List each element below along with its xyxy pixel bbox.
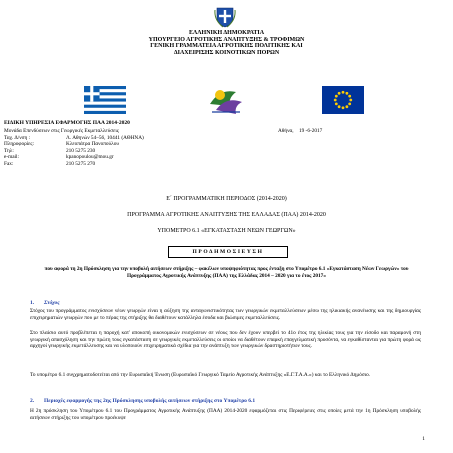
greek-flag-icon — [84, 86, 126, 114]
section-1-paragraph-1: Στόχος του προγράμματος ενισχύσεων νέων γεωργών είναι η αύξηση της ανταγωνιστικότητας των γεωργικών εκμεταλλεύσεων μέσω της ηλικιακής ανανέωσης και της δημιουργίας επιχειρηματιών γεωργών που με το πέρας της στήριξης θα διαθέτουν κατάλληλα έσοδα και βιώσιμες εκμεταλλεύσεις. — [30, 308, 421, 321]
section-1-paragraph-3: Το υπομέτρο 6.1 συγχρηματοδοτείται από την Ευρωπαϊκή Ένωση (Ευρωπαϊκό Γεωργικό Ταμείο Αγροτικής Ανάπτυξης «Ε.Γ.Τ.Α.Α.») και το Ελληνικό Δημόσιο. — [30, 372, 371, 378]
page-number: 1 — [422, 436, 425, 442]
contact-value: 210 5275 270 — [66, 160, 96, 167]
section-number: 2. — [30, 398, 35, 404]
contact-value: Λ. Αθηνών 54–56, 10441 (ΑΘΗΝΑ) — [66, 134, 144, 141]
document-date — [278, 128, 322, 134]
unit-line: Μονάδα Επενδύσεων στις Γεωργικές Εκμεταλλεύσεις — [4, 128, 119, 134]
header-line-1: ΕΛΛΗΝΙΚΗ ΔΗΜΟΚΡΑΤΙΑ — [188, 30, 265, 36]
header-line-2: ΥΠΟΥΡΓΕΙΟ ΑΓΡΟΤΙΚΗΣ ΑΝΑΠΤΥΞΗΣ & ΤΡΟΦΙΜΩΝ — [148, 36, 305, 43]
period-title: Ε΄ ΠΡΟΓΡΑΜΜΑΤΙΚΗ ΠΕΡΙΟΔΟΣ (2014-2020) — [166, 196, 287, 202]
date-place: Αθήνα, — [278, 128, 294, 134]
contact-label: e-mail: — [4, 154, 20, 160]
section-2-paragraph-1: Η 2η πρόσκληση του Υπομέτρου 6.1 του Προγράμματος Αγροτικής Ανάπτυξης (ΠΑΑ) 2014-2020 εφαρμόζεται στις Περιφέρειες στις οποίες μετά την 1η Πρόσκληση υποβολής αιτήσεων στήριξης του υπομέτρου προέκυψε — [30, 408, 421, 421]
contact-value: Κλεοπάτρα Πανοπούλου — [66, 141, 120, 147]
contact-email-link[interactable]: kpanopoulou@mou.gr — [66, 154, 114, 160]
contact-block — [4, 128, 144, 167]
contact-label: Τηλ: — [4, 147, 14, 154]
greek-coat-of-arms-icon — [214, 6, 236, 28]
contact-value: 210 5275 230 — [66, 147, 96, 154]
header-line-3: ΓΕΝΙΚΗ ΓΡΑΜΜΑΤΕΙΑ ΑΓΡΟΤΙΚΗΣ ΠΟΛΙΤΙΚΗΣ ΚΑΙ — [150, 43, 303, 50]
header-line-4: ΔΙΑΧΕΙΡΙΣΗΣ ΚΟΙΝΟΤΙΚΩΝ ΠΟΡΩΝ — [173, 49, 280, 56]
section-1-heading — [30, 300, 60, 306]
section-title: Στόχος — [44, 300, 60, 306]
eu-flag-icon — [322, 86, 364, 114]
service-title: ΕΙΔΙΚΗ ΥΠΗΡΕΣΙΑ ΕΦΑΡΜΟΓΗΣ ΠΑΑ 2014-2020 — [4, 120, 130, 126]
rural-development-logo-icon — [206, 84, 246, 116]
contact-label: Fax: — [4, 160, 14, 167]
section-number: 1. — [30, 300, 35, 306]
contact-row-fax — [4, 161, 144, 168]
program-title: ΠΡΟΓΡΑΜΜΑ ΑΓΡΟΤΙΚΗΣ ΑΝΑΠΤΥΞΗΣ ΤΗΣ ΕΛΛΑΔΑΣ (ΠΑΑ) 2014-2020 — [127, 212, 326, 218]
prepublication-box: ΠΡΟΔΗΜΟΣΙΕΥΣΗ — [168, 246, 288, 258]
subject-text: που αφορά τη 2η Πρόσκληση για την υποβολή αιτήσεων στήριξης – φακέλων υποψηφιότητας προς ένταξη στο Υπομέτρο 6.1 «Εγκατάσταση Νέων Γεωργών» του Προγράμματος Αγροτικής Ανάπτυξης (ΠΑΑ) της Ελλάδας 2014 – 2020 για το έτος 2017» — [44, 266, 409, 279]
section-title: Περιοχές εφαρμογής της 2ης Πρόσκλησης υποβολής αιτήσεων στήριξης στο Υπομέτρο 6.1 — [44, 398, 256, 404]
ministry-header — [0, 30, 453, 56]
contact-label: Πληροφορίες: — [4, 141, 34, 147]
section-2-heading — [30, 398, 255, 404]
section-1-paragraph-2: Στο πλαίσιο αυτό προβλέπεται η παροχή κατ' αποκοπή οικονομικών ενισχύσεων σε νέους που δεν έχουν υπερβεί το 41ο έτος της ηλικίας τους για την είσοδο και παραμονή στη γεωργική απασχόληση και την πρώτη τους εγκατάσταση σε γεωργικές εκμεταλλεύσεις οι οποίοι να διαθέτουν επαρκή επαγγελματική προσόντα, να εγκαθίστανται για πρώτη φορά ως αρχηγοί γεωργικής εκμετάλλευσης και να υλοποιούν επιχειρηματικά σχέδια για την ανάπτυξη των γεωργικών δραστηριοτήτων τους. — [30, 330, 421, 350]
date-value: 19 -6-2017 — [298, 128, 323, 134]
contact-label: Ταχ. Δ/νση : — [4, 134, 31, 141]
submeasure-title: ΥΠΟΜΕΤΡΟ 6.1 «ΕΓΚΑΤΑΣΤΑΣΗ ΝΕΩΝ ΓΕΩΡΓΩΝ» — [157, 228, 296, 234]
